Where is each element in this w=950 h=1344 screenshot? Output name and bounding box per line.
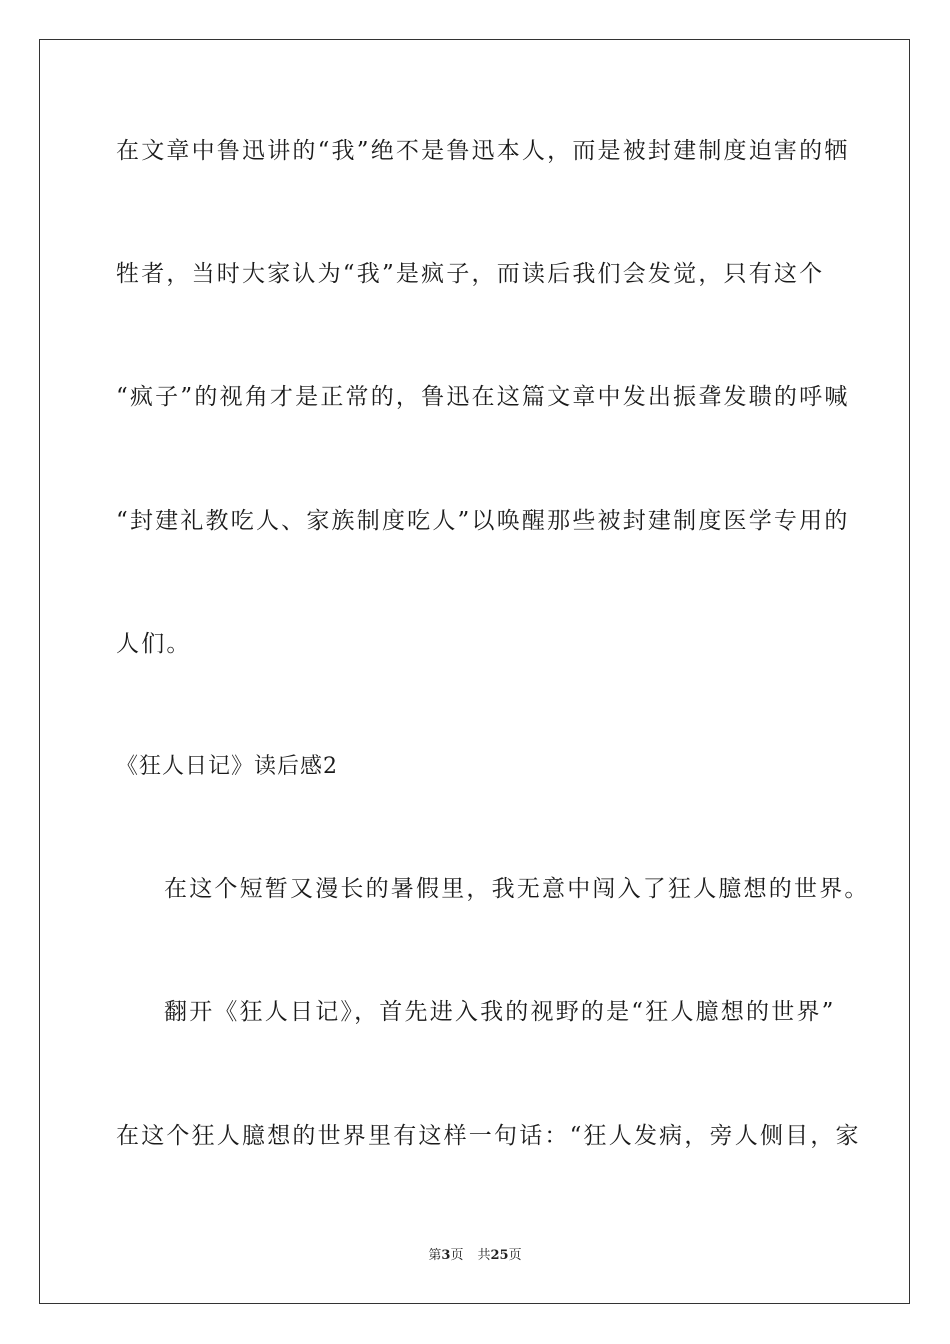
- body-line-last: 在这个狂人臆想的世界里有这样一句话：“狂人发病，旁人侧目，家: [116, 1123, 861, 1149]
- body-line-2: 牲者，当时大家认为“我”是疯子，而读后我们会发觉，只有这个: [116, 261, 825, 287]
- footer-total-prefix: 共: [477, 1248, 491, 1263]
- paragraph-2: 翻开《狂人日记》，首先进入我的视野的是“狂人臆想的世界”: [164, 999, 836, 1025]
- footer-total-suffix: 页: [508, 1248, 522, 1263]
- page-frame: [39, 39, 910, 1304]
- body-line-4: “封建礼教吃人、家族制度吃人”以唤醒那些被封建制度医学专用的: [116, 508, 850, 534]
- section-heading: 《狂人日记》读后感2: [116, 754, 338, 779]
- footer-page-suffix: 页: [450, 1248, 464, 1263]
- paragraph-1: 在这个短暂又漫长的暑假里，我无意中闯入了狂人臆想的世界。: [164, 876, 870, 902]
- footer-total-pages: 25: [490, 1248, 509, 1263]
- body-line-5: 人们。: [116, 631, 192, 657]
- body-line-3: “疯子”的视角才是正常的，鲁迅在这篇文章中发出振聋发聩的呼喊: [116, 384, 850, 410]
- body-line-1: 在文章中鲁迅讲的“我”绝不是鲁迅本人，而是被封建制度迫害的牺: [116, 138, 850, 164]
- footer-page-prefix: 第: [428, 1248, 442, 1263]
- page-footer: [0, 1247, 950, 1265]
- footer-page-number: 3: [441, 1248, 451, 1263]
